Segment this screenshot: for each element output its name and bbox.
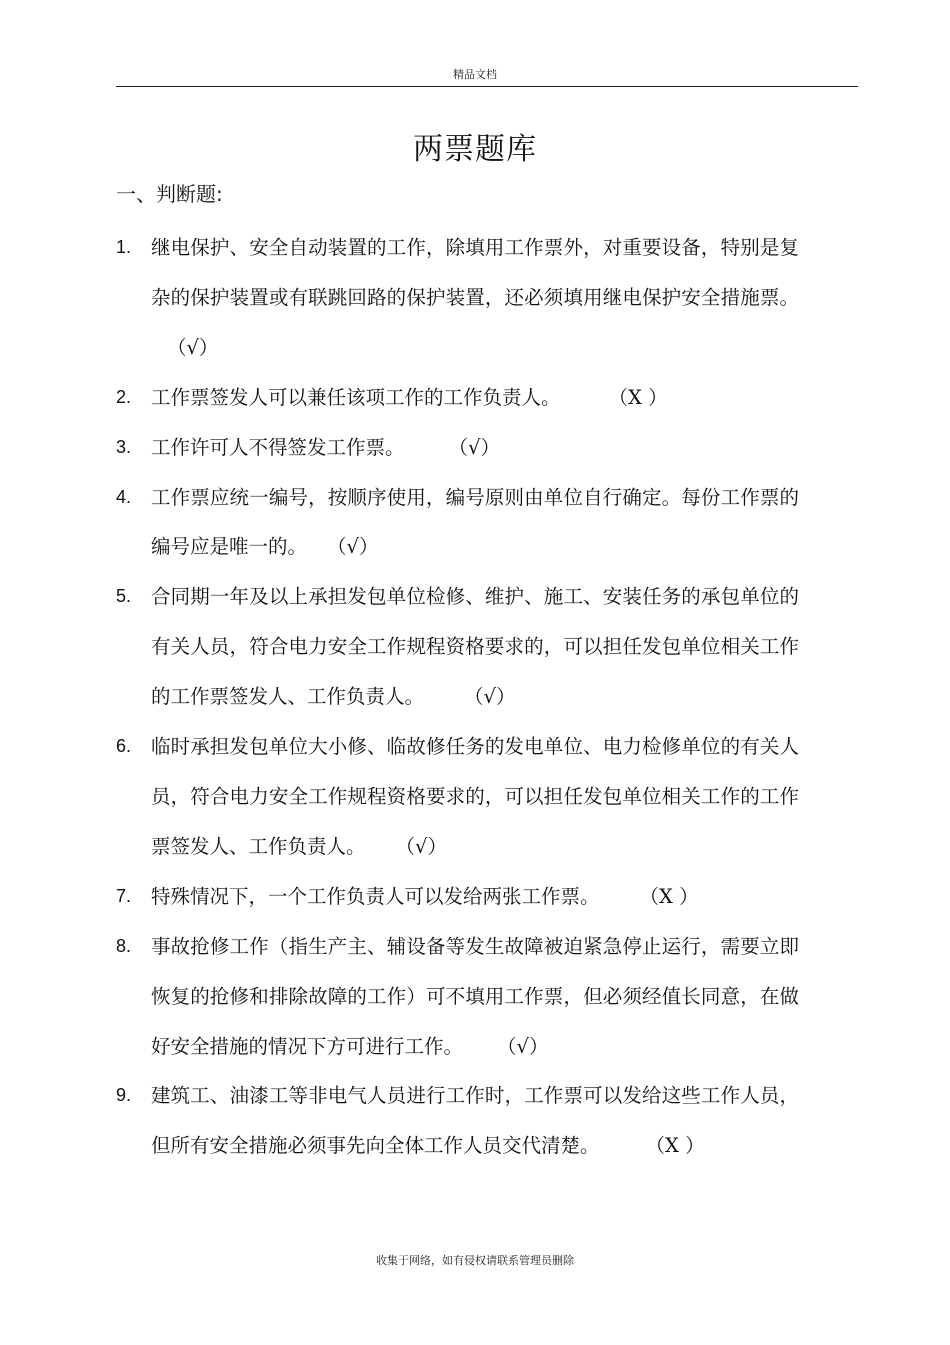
question-item <box>116 572 816 722</box>
question-text: 工作许可人不得签发工作票。 <box>151 435 405 459</box>
question-item <box>116 223 816 373</box>
question-item <box>116 373 816 423</box>
question-list <box>116 223 816 1171</box>
question-text-wrapper <box>151 572 799 722</box>
question-number: 4. <box>116 486 132 507</box>
question-answer: （√） <box>395 834 447 858</box>
question-answer: （√） <box>167 335 219 359</box>
question-answer: （√） <box>448 435 500 459</box>
question-answer: （√） <box>497 1034 549 1058</box>
question-answer: （X ） <box>645 1134 705 1158</box>
page-header-label: 精品文档 <box>453 68 497 81</box>
question-answer: （√） <box>327 535 379 559</box>
question-text-wrapper <box>151 373 799 423</box>
question-answer: （√） <box>464 685 516 709</box>
question-number: 2. <box>116 386 132 407</box>
question-item <box>116 922 816 1072</box>
question-answer: （X ） <box>608 385 668 409</box>
question-item <box>116 722 816 872</box>
question-text-wrapper <box>151 423 799 473</box>
question-text: 工作票应统一编号，按顺序使用，编号原则由单位自行确定。每份工作票的编号应是唯一的。 <box>151 485 799 559</box>
question-text: 事故抢修工作（指生产主、辅设备等发生故障被迫紧急停止运行，需要立即恢复的抢修和排除故障的工作）可不填用工作票，但必须经值长同意，在做好安全措施的情况下方可进行工作。 <box>151 934 799 1058</box>
question-text: 工作票签发人可以兼任该项工作的工作负责人。 <box>151 385 561 409</box>
question-number: 5. <box>116 586 132 607</box>
question-item <box>116 473 816 573</box>
question-item <box>116 872 816 922</box>
question-text-wrapper <box>151 872 799 922</box>
question-text-wrapper <box>151 473 799 573</box>
question-text: 建筑工、油漆工等非电气人员进行工作时，工作票可以发给这些工作人员，但所有安全措施必须事先向全体工作人员交代清楚。 <box>151 1084 799 1158</box>
document-title: 两票题库 <box>413 132 537 167</box>
question-text-wrapper <box>151 922 799 1072</box>
question-number: 3. <box>116 436 132 457</box>
question-number: 9. <box>116 1085 132 1106</box>
question-number: 7. <box>116 885 132 906</box>
question-item <box>116 423 816 473</box>
section-heading: 一、判断题: <box>116 182 223 206</box>
question-text: 特殊情况下，一个工作负责人可以发给两张工作票。 <box>151 884 600 908</box>
question-number: 8. <box>116 935 132 956</box>
question-text: 合同期一年及以上承担发包单位检修、维护、施工、安装任务的承包单位的有关人员，符合电力安全工作规程资格要求的，可以担任发包单位相关工作的工作票签发人、工作负责人。 <box>151 585 799 709</box>
question-text: 临时承担发包单位大小修、临故修任务的发电单位、电力检修单位的有关人员，符合电力安全工作规程资格要求的，可以担任发包单位相关工作的工作票签发人、工作负责人。 <box>151 735 799 858</box>
question-answer: （X ） <box>639 884 699 908</box>
question-text: 继电保护、安全自动装置的工作，除填用工作票外，对重要设备，特别是复杂的保护装置或有联跳回路的保护装置，还必须填用继电保护安全措施票。 <box>151 236 799 309</box>
question-number: 6. <box>116 736 132 757</box>
question-text-wrapper <box>151 722 799 872</box>
question-text-wrapper <box>151 1071 799 1171</box>
question-text-wrapper <box>151 223 799 373</box>
header-divider <box>116 86 858 87</box>
question-item <box>116 1071 816 1171</box>
page-footer-label: 收集于网络，如有侵权请联系管理员删除 <box>376 1254 574 1267</box>
question-number: 1. <box>116 237 132 257</box>
